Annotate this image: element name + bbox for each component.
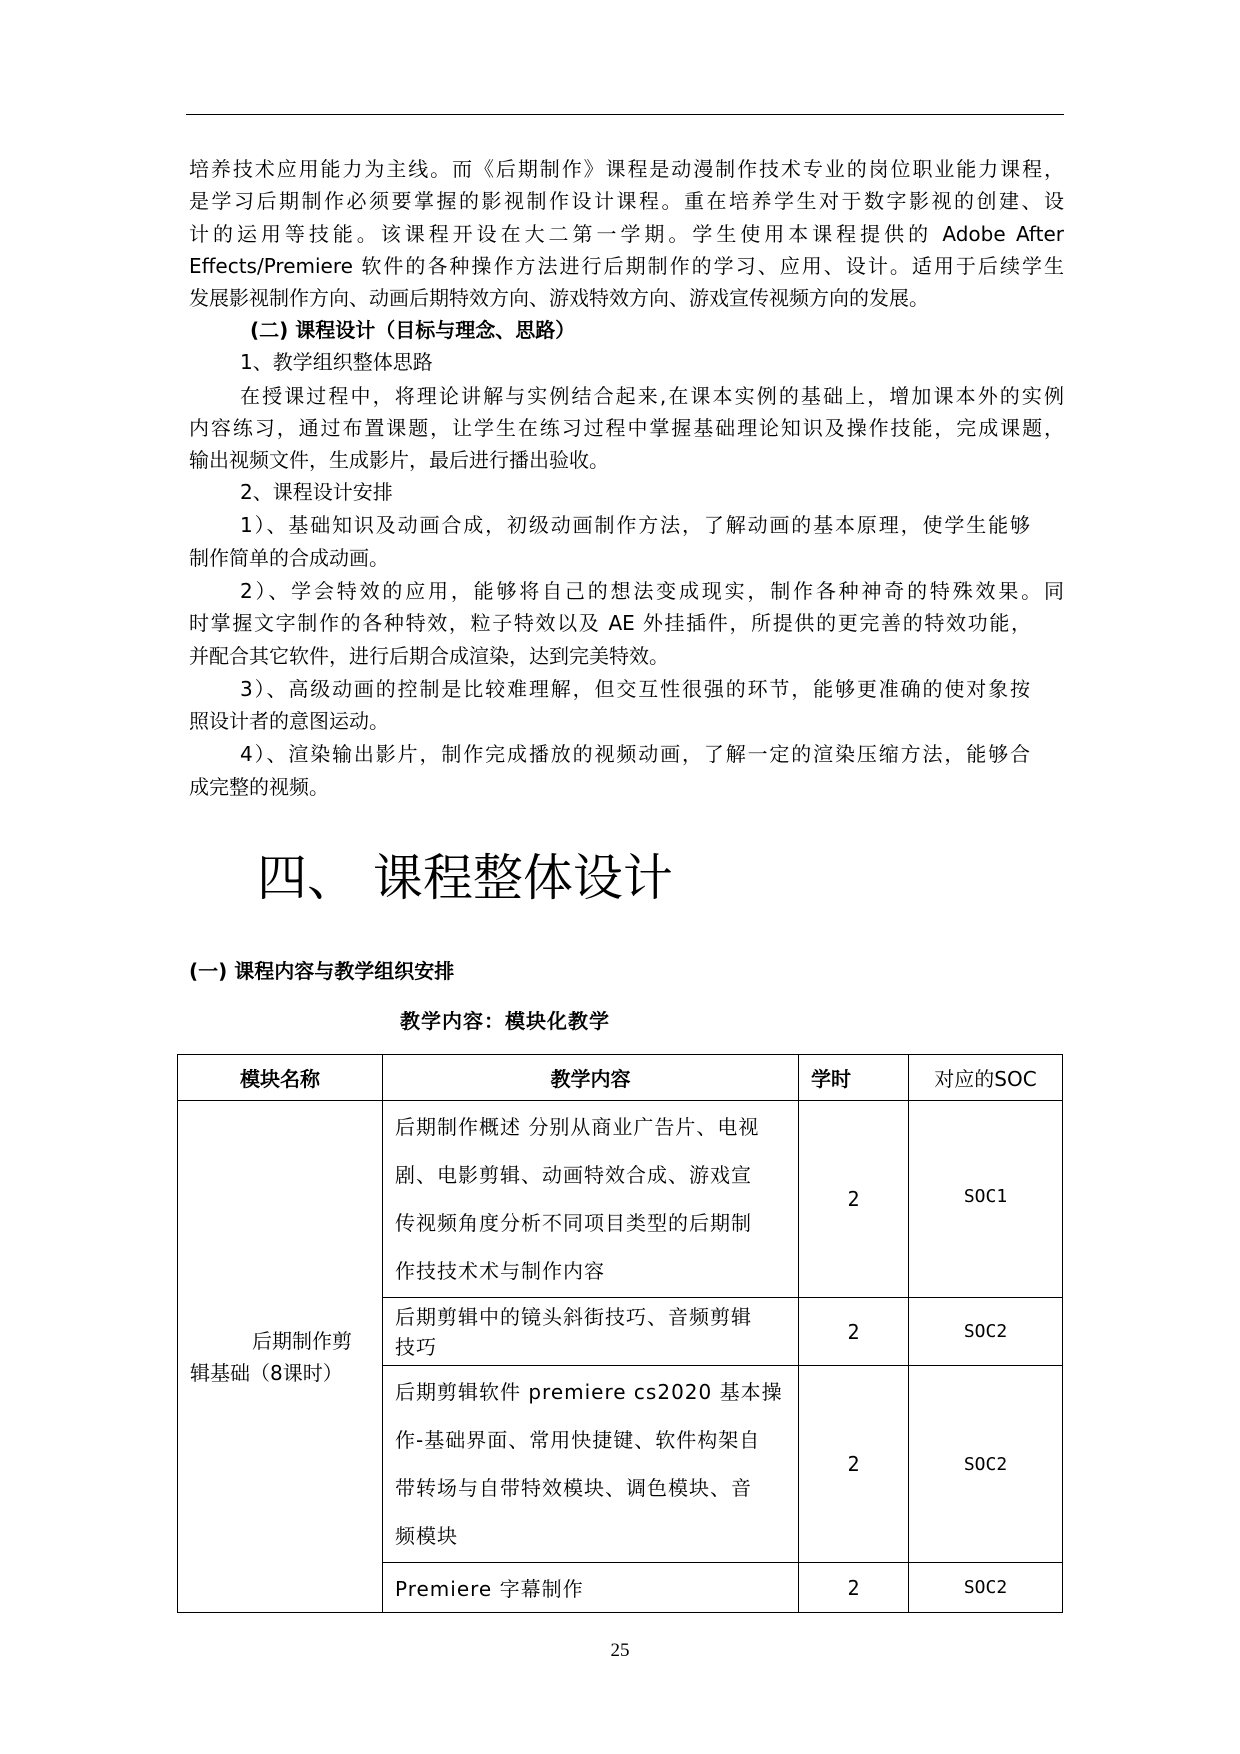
content-line: 后期制作概述 分别从商业广告片、电视 <box>395 1115 760 1139</box>
list-item: 1）、基础知识及动画合成，初级动画制作方法，了解动画的基本原理，使学生能够 <box>240 513 1030 537</box>
text-line: 发展影视制作方向、动画后期特效方向、游戏特效方向、游戏宣传视频方向的发展。 <box>189 286 929 310</box>
content-cell <box>383 1298 799 1366</box>
list-item: 3）、高级动画的控制是比较难理解，但交互性很强的环节，能够更准确的使对象按 <box>240 677 1030 701</box>
table-row <box>178 1101 1063 1298</box>
list-item-cont: 并配合其它软件，进行后期合成渲染，达到完美特效。 <box>189 644 669 668</box>
chapter-title: 四、 课程整体设计 <box>257 849 673 907</box>
text-line: 是学习后期制作必须要掌握的影视制作设计课程。重在培养学生对于数字影视的创建、设 <box>189 189 1064 213</box>
content-line: 传视频角度分析不同项目类型的后期制 <box>395 1211 752 1235</box>
subsection-heading: 1、教学组织整体思路 <box>240 350 433 374</box>
table-header-row <box>178 1055 1063 1101</box>
content-line: 剧、电影剪辑、动画特效合成、游戏宣 <box>395 1163 752 1187</box>
section-heading: (二) 课程设计（目标与理念、思路） <box>250 318 576 342</box>
text-line: 在授课过程中，将理论讲解与实例结合起来,在课本实例的基础上，增加课本外的实例 <box>240 384 1064 408</box>
page-number: 25 <box>610 1640 630 1661</box>
text-line: 培养技术应用能力为主线。而《后期制作》课程是动漫制作技术专业的岗位职业能力课程， <box>189 157 1064 181</box>
text-line: 计的运用等技能。该课程开设在大二第一学期。学生使用本课程提供的 Adobe After <box>189 222 1064 246</box>
text-line: 输出视频文件，生成影片，最后进行播出验收。 <box>189 448 609 472</box>
module-name-line: 后期制作剪 <box>252 1328 352 1353</box>
content-cell <box>383 1563 799 1613</box>
list-item: 4）、渲染输出影片，制作完成播放的视频动画，了解一定的渲染压缩方法，能够合 <box>240 742 1030 766</box>
content-line: 频模块 <box>395 1524 458 1548</box>
header-cell: 对应的SOC <box>909 1055 1063 1101</box>
content-line: Premiere 字幕制作 <box>395 1577 584 1601</box>
list-item-cont: 时掌握文字制作的各种特效，粒子特效以及 AE 外挂插件，所提供的更完善的特效功能， <box>189 611 1031 635</box>
content-line: 技巧 <box>395 1334 437 1359</box>
list-item: 2）、学会特效的应用，能够将自己的想法变成现实，制作各种神奇的特殊效果。同 <box>240 579 1064 603</box>
content-cell <box>383 1366 799 1563</box>
module-table <box>177 1054 1063 1613</box>
header-cell: 教学内容 <box>383 1055 799 1101</box>
content-line: 后期剪辑中的镜头斜街技巧、音频剪辑 <box>395 1304 752 1329</box>
hours-cell: 2 <box>799 1298 909 1366</box>
module-name-cell <box>178 1101 383 1613</box>
hours-cell: 2 <box>799 1366 909 1563</box>
content-line: 作技技术术与制作内容 <box>395 1259 605 1283</box>
content-line: 带转场与自带特效模块、调色模块、音 <box>395 1476 752 1500</box>
header-cell: 学时 <box>799 1055 909 1101</box>
table-caption: 教学内容：模块化教学 <box>400 1009 610 1033</box>
content-line: 作-基础界面、常用快捷键、软件构架自 <box>395 1428 761 1452</box>
header-rule <box>186 114 1064 115</box>
section-heading: (一) 课程内容与教学组织安排 <box>189 959 455 983</box>
soc-cell: SOC2 <box>909 1298 1063 1366</box>
content-line: 后期剪辑软件 premiere cs2020 基本操 <box>395 1380 783 1404</box>
header-cell: 模块名称 <box>178 1055 383 1101</box>
list-item-cont: 制作简单的合成动画。 <box>189 546 389 570</box>
text-line: Effects/Premiere 软件的各种操作方法进行后期制作的学习、应用、设计。适用于后续学生 <box>189 254 1064 278</box>
soc-cell: SOC1 <box>909 1101 1063 1298</box>
hours-cell: 2 <box>799 1563 909 1613</box>
content-cell <box>383 1101 799 1298</box>
text-line: 内容练习，通过布置课题，让学生在练习过程中掌握基础理论知识及操作技能，完成课题， <box>189 416 1064 440</box>
list-item-cont: 照设计者的意图运动。 <box>189 709 389 733</box>
list-item-cont: 成完整的视频。 <box>189 775 329 799</box>
hours-cell: 2 <box>799 1101 909 1298</box>
subsection-heading: 2、课程设计安排 <box>240 480 393 504</box>
module-name-line: 辑基础（8课时） <box>190 1360 343 1385</box>
soc-cell: SOC2 <box>909 1563 1063 1613</box>
soc-cell: SOC2 <box>909 1366 1063 1563</box>
